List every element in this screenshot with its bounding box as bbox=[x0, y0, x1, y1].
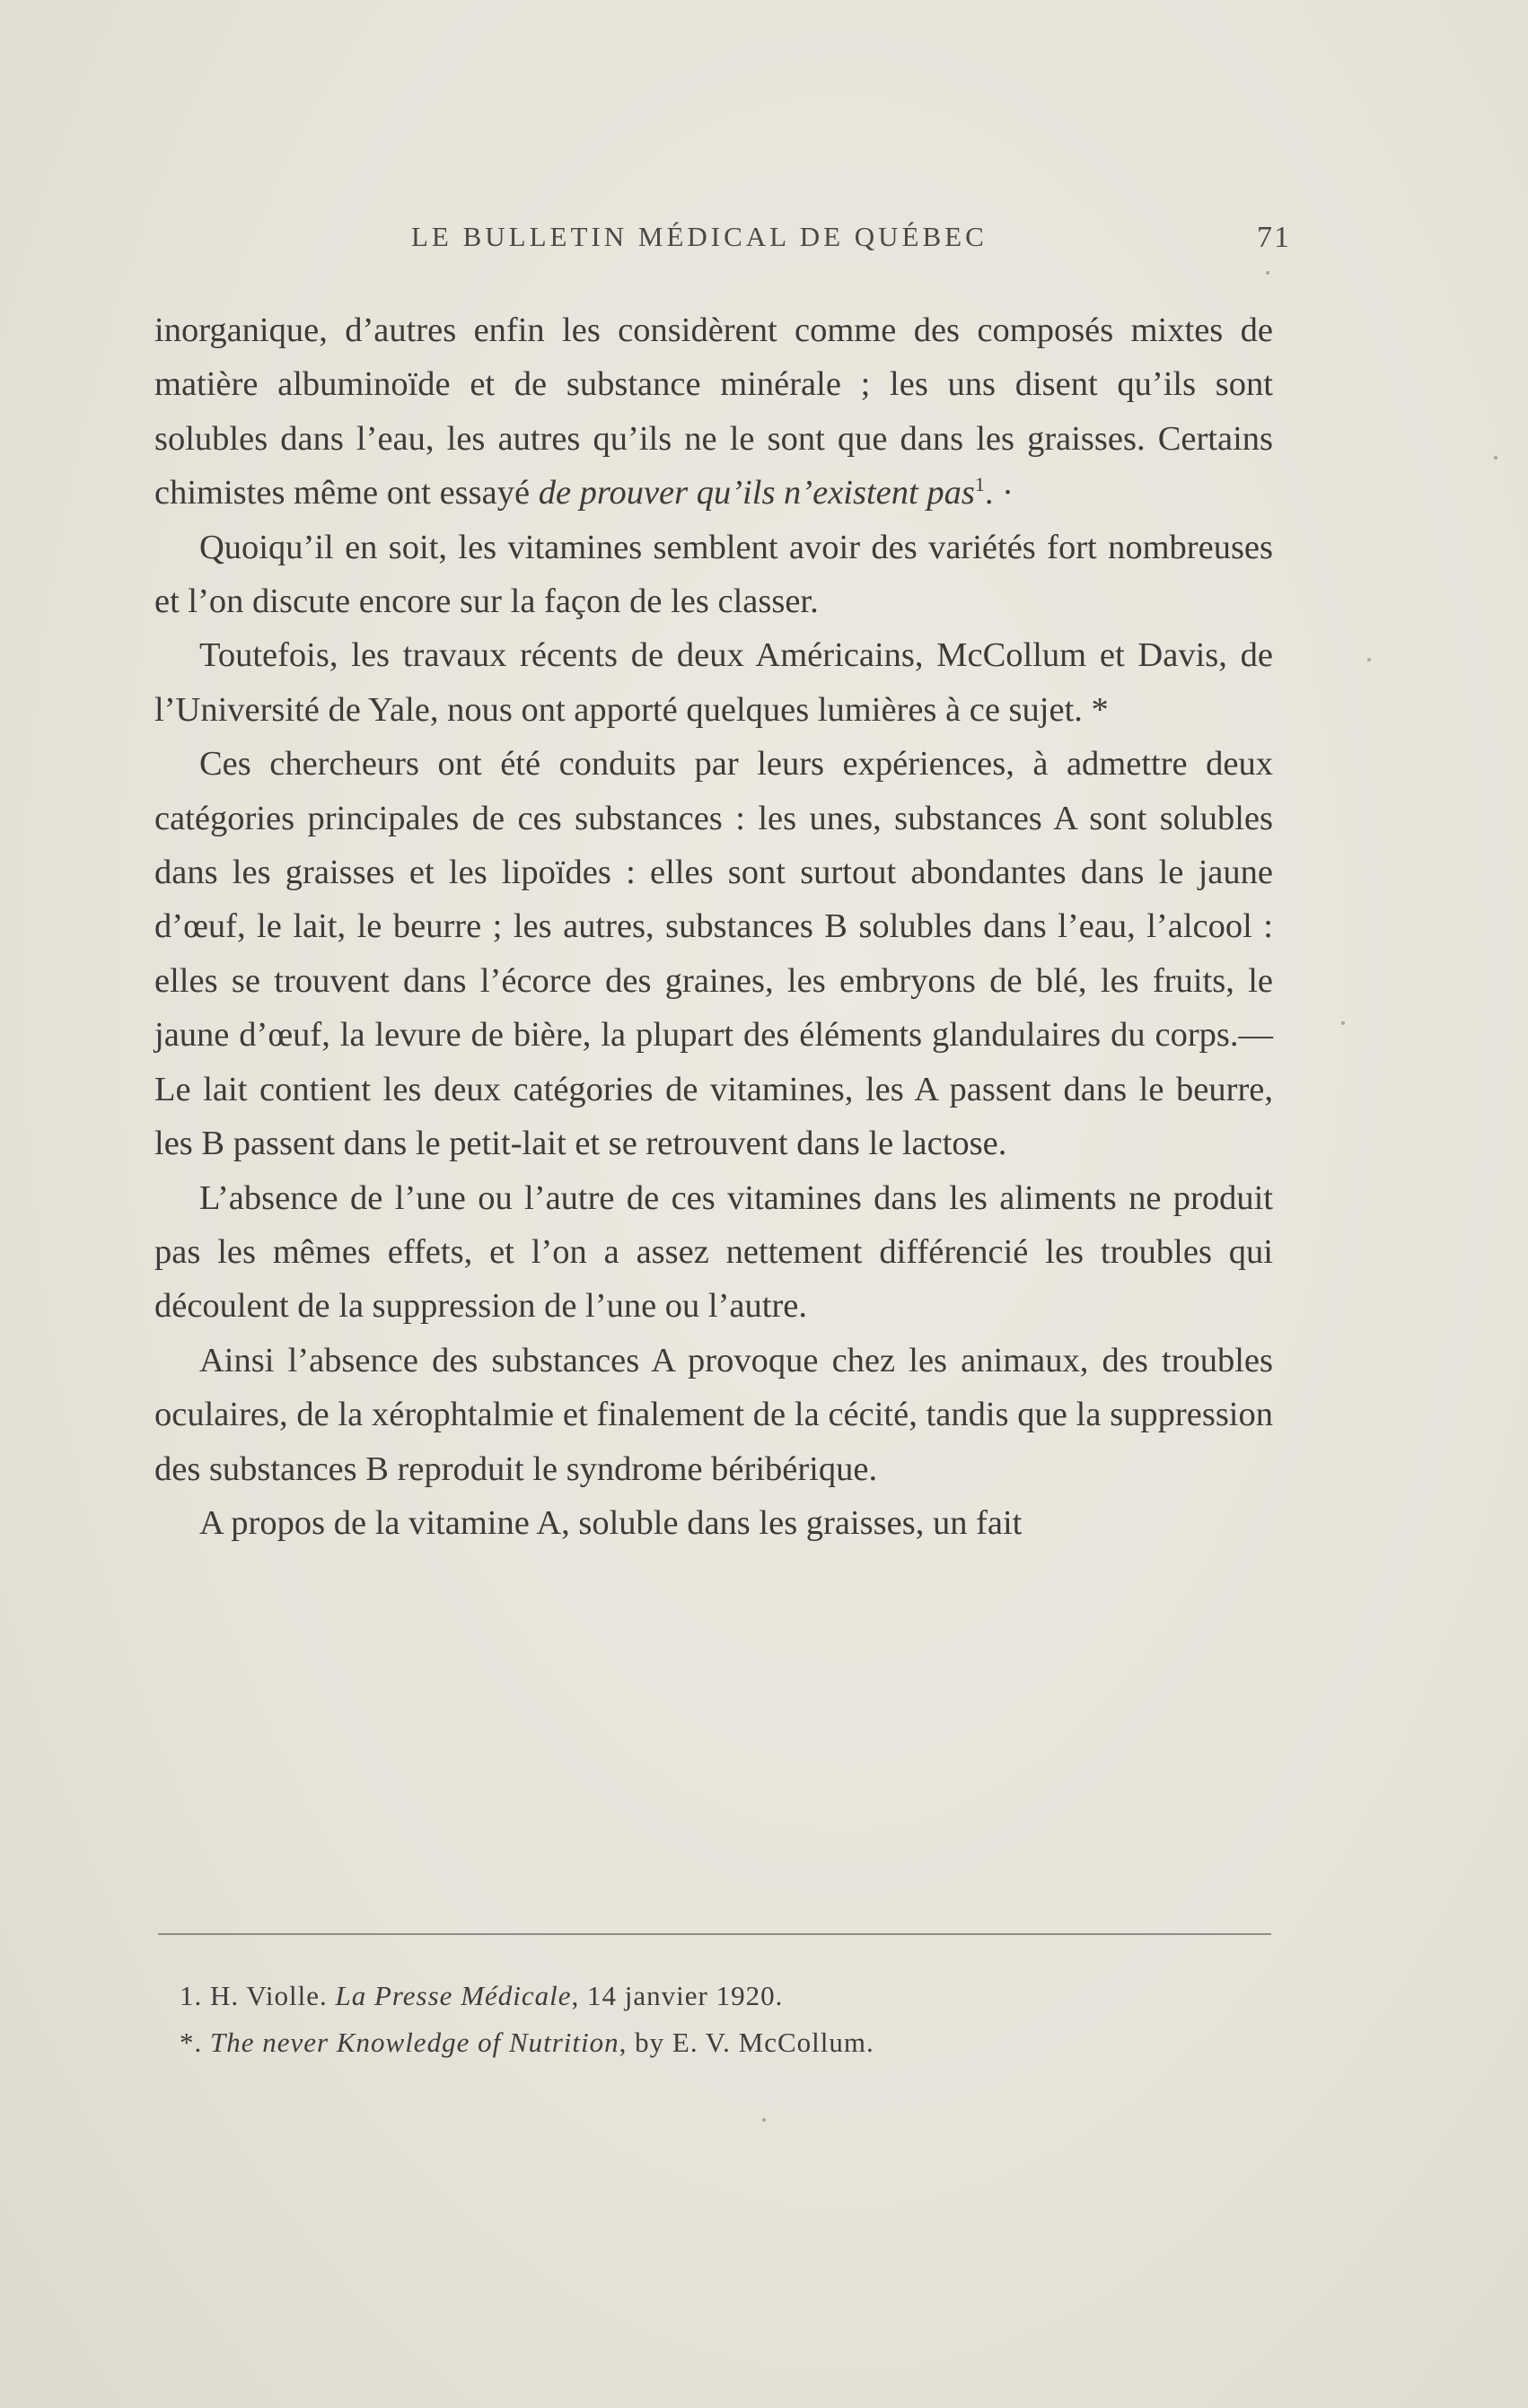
paragraph-4: Ces chercheurs ont été conduits par leurs expériences, à admettre deux catégories principales de ces substances : les unes, substances A sont solubles dans les graisses et les lipoïdes : elles sont surtout abondantes dans le jaune d’œuf, le lait, le beurre ; les autres, substances B solubles dans l’eau, l’alcool : elles se trouvent dans l’écorce des graines, les embryons de blé, les fruits, le jaune d’œuf, la levure de bière, la plupart des éléments glandulaires du corps.—Le lait contient les deux catégories de vitamines, les A passent dans le beurre, les B passent dans le petit-lait et se retrouvent dans le lactose. bbox=[154, 745, 1273, 1163]
paragraph-1 bbox=[154, 303, 1273, 521]
running-head bbox=[411, 221, 1291, 257]
paper-speck bbox=[762, 2118, 766, 2122]
paragraph-1-text: inorganique, d’autres enfin les considèrent comme des composés mixtes de matière albuminoïde et de substance minérale ; les uns disent qu’ils sont solubles dans l’eau, les autres qu’ils ne le sont que dans les graisses. Certains chimistes même ont essayé bbox=[154, 311, 1273, 512]
journal-title: LE BULLETIN MÉDICAL DE QUÉBEC bbox=[411, 221, 988, 252]
paragraph-7: A propos de la vitamine A, soluble dans les graisses, un fait bbox=[199, 1503, 1023, 1542]
footnote-1-mark: 1. bbox=[180, 1980, 203, 2011]
footnote-1-journal: La Presse Médicale bbox=[335, 1980, 572, 2011]
footnote-1-author: H. Violle. bbox=[202, 1980, 336, 2011]
paper-speck bbox=[1494, 456, 1497, 460]
paragraph-5: L’absence de l’une ou l’autre de ces vitamines dans les aliments ne produit pas les mêmes effets, et l’on a assez nettement différencié les troubles qui découlent de la suppression de l’une ou l’autre. bbox=[154, 1178, 1273, 1326]
paper-speck bbox=[1341, 1021, 1345, 1025]
paragraph-6: Ainsi l’absence des substances A provoque chez les animaux, des troubles oculaires, de la xérophtalmie et finalement de la cécité, tandis que la suppression des substances B reproduit le syndrome béribérique. bbox=[154, 1341, 1273, 1488]
paragraph-1-italic: de prouver qu’ils n’existent pas bbox=[538, 474, 975, 512]
footnote-1-date: , 14 janvier 1920. bbox=[571, 1980, 784, 2011]
paper-speck bbox=[1266, 271, 1269, 275]
paragraph-3: Toutefois, les travaux récents de deux Américains, McCollum et Davis, de l’Université de Yale, nous ont apporté quelques lumières à ce sujet. * bbox=[154, 636, 1273, 729]
footnote-2-by: , by E. V. McCollum. bbox=[619, 2027, 874, 2058]
footnote-2-title: The never Knowledge of Nutrition bbox=[202, 2027, 619, 2058]
footnotes bbox=[180, 1973, 1167, 2066]
paragraph-1-end: . · bbox=[984, 474, 1014, 512]
paragraph-2: Quoiqu’il en soit, les vitamines semblent avoir des variétés fort nombreuses et l’on discute encore sur la façon de les classer. bbox=[154, 528, 1273, 621]
footnote-ref-1[interactable]: 1 bbox=[974, 473, 985, 496]
body-text bbox=[154, 303, 1273, 1550]
footnote-divider bbox=[158, 1933, 1271, 1935]
footnote-1 bbox=[180, 1973, 1167, 2019]
footnote-2-mark: *. bbox=[180, 2027, 203, 2058]
page-number: 71 bbox=[1257, 221, 1291, 254]
footnote-2 bbox=[180, 2019, 1167, 2066]
paper-speck bbox=[1367, 658, 1371, 661]
